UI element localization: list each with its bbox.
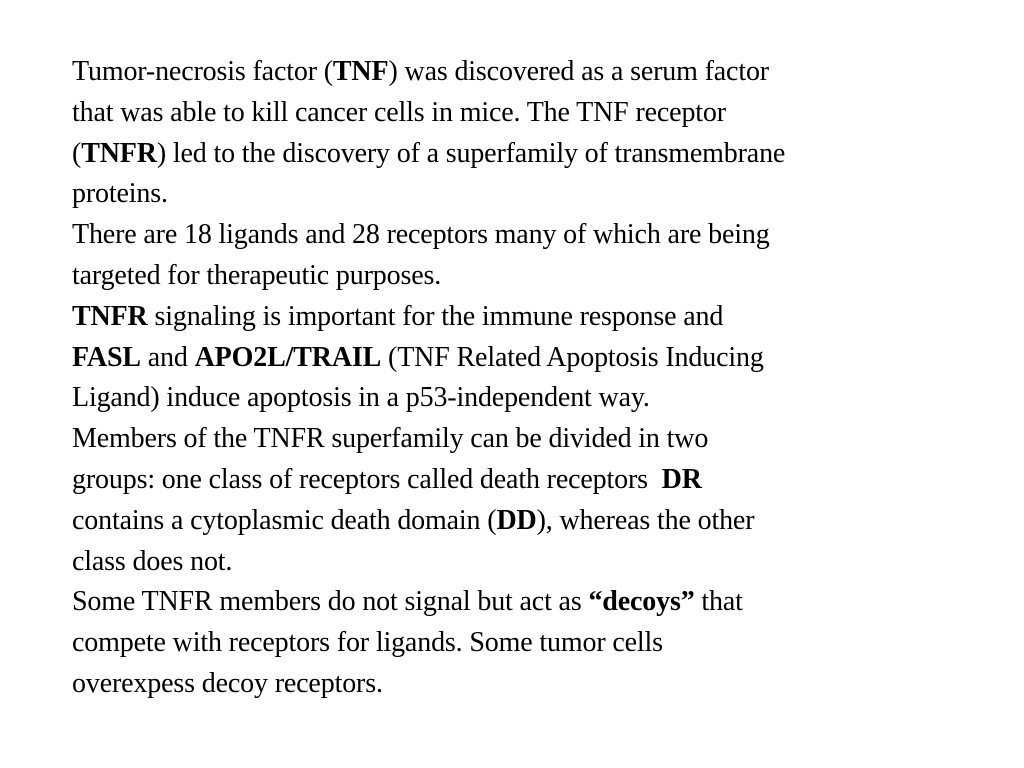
- text-run: Some TNFR members do not signal but act as: [72, 586, 589, 618]
- text-line: [72, 460, 972, 501]
- text-line: [72, 256, 972, 297]
- text-line: [72, 52, 972, 93]
- text-line: [72, 664, 972, 705]
- text-line: [72, 338, 972, 379]
- text-run: targeted for therapeutic purposes.: [72, 259, 442, 291]
- text-run: ), whereas the other: [536, 504, 755, 536]
- text-line: [72, 174, 972, 215]
- bold-term: FASL: [72, 341, 141, 373]
- text-line: [72, 134, 972, 175]
- text-run: compete with receptors for ligands. Some tumor cells: [72, 627, 663, 659]
- text-run: ) led to the discovery of a superfamily of transmembrane: [156, 137, 786, 169]
- bold-term: DR: [661, 463, 702, 495]
- text-line: [72, 378, 972, 419]
- bold-term: APO2L/TRAIL: [194, 341, 382, 373]
- bold-term: “decoys”: [588, 586, 695, 618]
- text-run: class does not.: [72, 545, 233, 577]
- text-run: and: [140, 341, 195, 373]
- text-run: that: [694, 586, 743, 618]
- text-run: contains a cytoplasmic death domain (: [72, 504, 497, 536]
- text-line: [72, 582, 972, 623]
- text-line: [72, 501, 972, 542]
- slide-body-text: [72, 52, 972, 705]
- text-line: [72, 93, 972, 134]
- text-run: overexpess decoy receptors.: [72, 667, 383, 699]
- bold-term: TNF: [332, 56, 389, 87]
- text-run: There are 18 ligands and 28 receptors many of which are being: [72, 219, 770, 251]
- text-run: Tumor-necrosis factor (: [72, 56, 333, 87]
- text-line: [72, 542, 972, 583]
- text-run: (TNF Related Apoptosis Inducing: [381, 341, 764, 373]
- text-line: [72, 297, 972, 338]
- text-run: Ligand) induce apoptosis in a p53-independent way.: [72, 382, 650, 414]
- bold-term: TNFR: [81, 137, 157, 169]
- text-line: [72, 623, 972, 664]
- text-line: [72, 419, 972, 460]
- text-run: (: [72, 137, 82, 169]
- text-run: proteins.: [72, 178, 168, 210]
- text-run: Members of the TNFR superfamily can be divided in two: [72, 423, 709, 455]
- text-run: signaling is important for the immune response and: [147, 300, 724, 332]
- text-run: ) was discovered as a serum factor: [388, 56, 769, 87]
- bold-term: DD: [496, 504, 537, 536]
- text-line: [72, 215, 972, 256]
- text-run: that was able to kill cancer cells in mice. The TNF receptor: [72, 96, 726, 128]
- bold-term: TNFR: [72, 300, 148, 332]
- text-run: groups: one class of receptors called death receptors: [72, 463, 662, 495]
